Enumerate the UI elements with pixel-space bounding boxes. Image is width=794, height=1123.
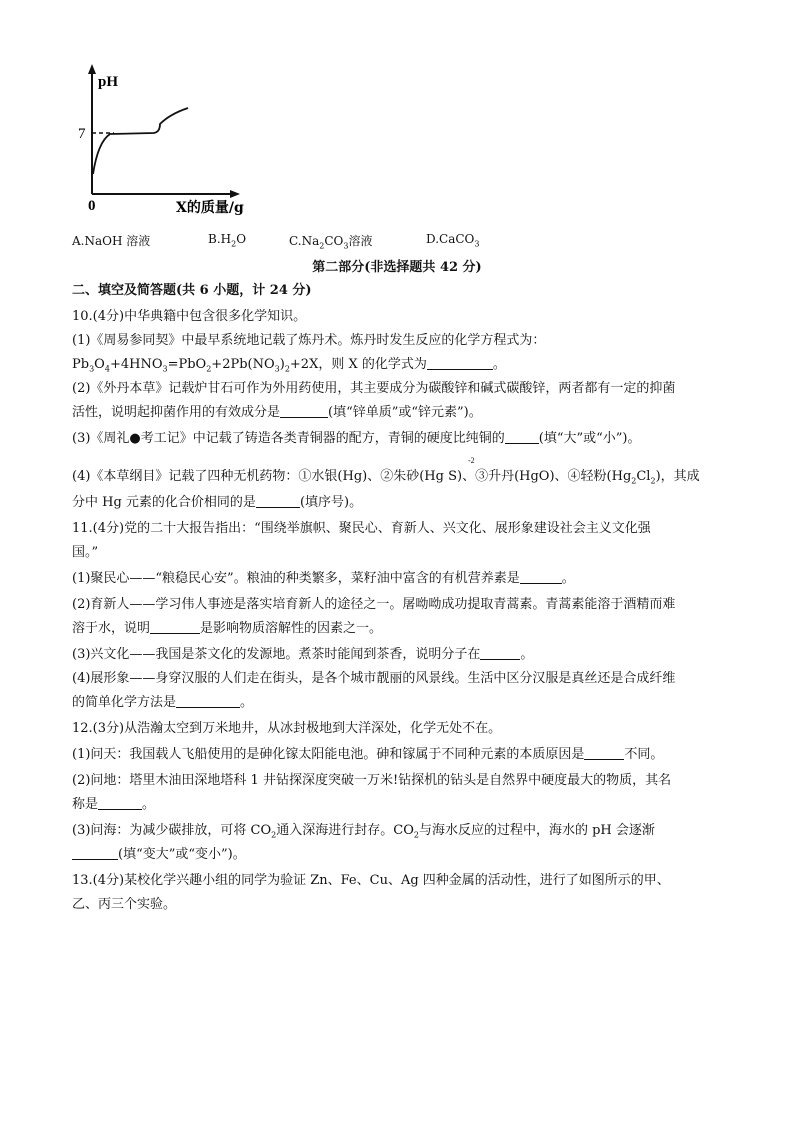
q13-intro-line1: 13.(4分)某校化学兴趣小组的同学为验证 Zn、Fe、Cu、Ag 四种金属的活动性，进行了如图所示的甲、	[72, 873, 670, 888]
text: 。	[520, 647, 534, 662]
y-tick-7: 7	[78, 126, 86, 142]
eq-text: +2X，则 X 的化学式为	[289, 357, 427, 372]
q10-part4-line2	[72, 494, 362, 512]
sub: 2	[413, 830, 419, 840]
q12-part3-line2	[72, 846, 246, 864]
sub: 2	[284, 364, 290, 374]
q10-part4-line1	[72, 468, 700, 491]
x-axis-label: X的质量/g	[176, 200, 244, 216]
answer-blank[interactable]	[427, 357, 493, 370]
eq-text: )	[279, 357, 285, 372]
sub: 3	[162, 364, 168, 374]
sub: 3	[474, 239, 480, 249]
text: 活性，说明起抑菌作用的有效成分是	[72, 405, 281, 420]
text: 称是	[72, 797, 99, 812]
option-b-text: B.H	[208, 232, 232, 246]
q10-part2-line2	[72, 404, 482, 422]
q12-part2-line2	[72, 796, 155, 814]
text: 是影响物质溶解性的因素之一。	[200, 621, 383, 636]
eq-text: +2Pb(NO	[211, 357, 275, 372]
x-axis-arrow	[230, 190, 240, 198]
answer-blank[interactable]	[520, 571, 562, 584]
option-a: A.NaOH 溶液	[72, 234, 151, 248]
ph-graph	[70, 62, 270, 222]
ph-curve	[93, 108, 188, 174]
q11-intro-line1: 11.(4分)党的二十大报告指出：“围绕举旗帜、聚民心、育新人、兴文化、展形象建设社会主义文化强	[72, 521, 651, 536]
sub: 2	[650, 476, 656, 486]
text: 。	[240, 695, 254, 710]
q11-part2-line1: (2)育新人——学习伟人事迹是落实培育新人的途径之一。屠呦呦成功提取青蒿素。青蒿素能溶于酒精而难	[72, 597, 676, 612]
q10-part2-line1: (2)《外丹本草》记载炉甘石可作为外用药使用，其主要成分为碳酸锌和碱式碳酸锌，两者都有一定的抑菌	[72, 381, 676, 396]
text: 分中 Hg 元素的化合价相同的是	[72, 495, 256, 510]
q10-part3	[72, 430, 641, 448]
sub: 3	[89, 364, 95, 374]
text: (填“大”或“小”)。	[538, 431, 641, 446]
q11-part4-line2	[72, 694, 253, 712]
text: 。	[561, 571, 575, 586]
answer-blank[interactable]	[150, 621, 200, 634]
answer-blank[interactable]	[98, 797, 142, 810]
q11-part3	[72, 646, 533, 664]
q10-intro: 10.(4分)中华典籍中包含很多化学知识。	[72, 309, 307, 324]
origin-label: 0	[88, 198, 96, 214]
hgs-formula: Hg S	[424, 469, 457, 484]
q12-part1	[72, 746, 663, 764]
option-d	[426, 232, 479, 248]
eq-text: 。	[492, 357, 506, 372]
sub: 2	[631, 476, 637, 486]
answer-blank[interactable]	[505, 431, 539, 444]
eq-text: O	[94, 357, 105, 372]
eq-text: Pb	[72, 357, 90, 372]
q12-part2-line1: (2)问地：塔里木油田深地塔科 1 井钻探深度突破一万米!钻探机的钻头是自然界中硬度最大的物质，其名	[72, 773, 672, 788]
sub: 3	[343, 241, 349, 251]
text: Cl	[636, 469, 651, 484]
option-b	[208, 232, 246, 248]
sub: 2	[231, 239, 237, 249]
valence-charge: -2	[468, 456, 475, 465]
option-c	[289, 232, 372, 250]
y-axis-arrow	[88, 64, 96, 74]
text: (4)《本草纲目》记载了四种无机药物：①水银(Hg)、②朱砂(	[72, 469, 425, 484]
q11-part2-line2	[72, 620, 382, 638]
text: (3)问海：为减少碳排放，可将 CO	[72, 823, 272, 838]
text: (1)问天：我国载人飞船使用的是砷化镓太阳能电池。砷和镓属于不同种元素的本质原因是	[72, 747, 585, 762]
q10-part1-equation	[72, 356, 506, 379]
text: 的简单化学方法是	[72, 695, 177, 710]
option-d-text: D.CaCO	[426, 232, 475, 246]
sub: 2	[206, 364, 212, 374]
text: 。	[142, 797, 156, 812]
q12-part3-line1	[72, 822, 655, 845]
q11-part1	[72, 570, 575, 588]
text: 溶于水，说明	[72, 621, 151, 636]
eq-text: +4HNO	[109, 357, 163, 372]
part2-heading: 第二部分(非选择题共 42 分)	[312, 260, 482, 275]
section-heading: 二、填空及简答题(共 6 小题，计 24 分)	[72, 283, 312, 298]
text: 与海水反应的过程中，海水的 pH 会逐渐	[418, 823, 655, 838]
answer-blank[interactable]	[280, 405, 328, 418]
option-c-text: C.Na	[289, 234, 320, 248]
q12-intro: 12.(3分)从浩瀚太空到万米地井，从冰封极地到大洋深处，化学无处不在。	[72, 721, 502, 736]
text: (3)兴文化——我国是茶文化的发源地。煮茶时能闻到茶香，说明分子在	[72, 647, 481, 662]
option-b-text-end: O	[236, 232, 247, 246]
answer-blank[interactable]	[72, 847, 118, 860]
y-axis-label: pH	[98, 74, 119, 90]
text: 通入深海进行封存。CO	[276, 823, 414, 838]
answer-blank[interactable]	[176, 695, 240, 708]
q11-part4-line1: (4)展形象——身穿汉服的人们走在街头，是各个城市靓丽的风景线。生活中区分汉服是真丝还是合成纤维	[72, 671, 676, 686]
sub: 3	[274, 364, 280, 374]
option-c-text-end: 溶液	[348, 234, 373, 248]
q10-part1: (1)《周易参同契》中最早系统地记载了炼丹术。炼丹时发生反应的化学方程式为：	[72, 333, 546, 348]
text: (1)聚民心——“粮稳民心安”。粮油的种类繁多，菜籽油中富含的有机营养素是	[72, 571, 520, 586]
text: (填序号)。	[299, 495, 363, 510]
q11-intro-line2: 国。”	[72, 545, 99, 560]
sub: 4	[104, 364, 110, 374]
answer-blank[interactable]	[584, 747, 624, 760]
eq-text: =PbO	[167, 357, 207, 372]
text: (填“锌单质”或“锌元素”)。	[328, 405, 482, 420]
answer-options	[72, 232, 632, 250]
sub: 2	[319, 241, 325, 251]
answer-blank[interactable]	[256, 495, 300, 508]
sub: 2	[271, 830, 277, 840]
text: )、③升丹(HgO)、④轻粉(Hg	[457, 469, 632, 484]
text: (填“变大”或“变小”)。	[118, 847, 246, 862]
text: (3)《周礼●考工记》中记载了铸造各类青铜器的配方，青铜的硬度比纯铜的	[72, 431, 505, 446]
option-c-text-mid: CO	[324, 234, 344, 248]
q13-intro-line2: 乙、丙三个实验。	[72, 897, 177, 912]
answer-blank[interactable]	[480, 647, 520, 660]
text: 不同。	[624, 747, 664, 762]
text: )，其成	[655, 469, 700, 484]
